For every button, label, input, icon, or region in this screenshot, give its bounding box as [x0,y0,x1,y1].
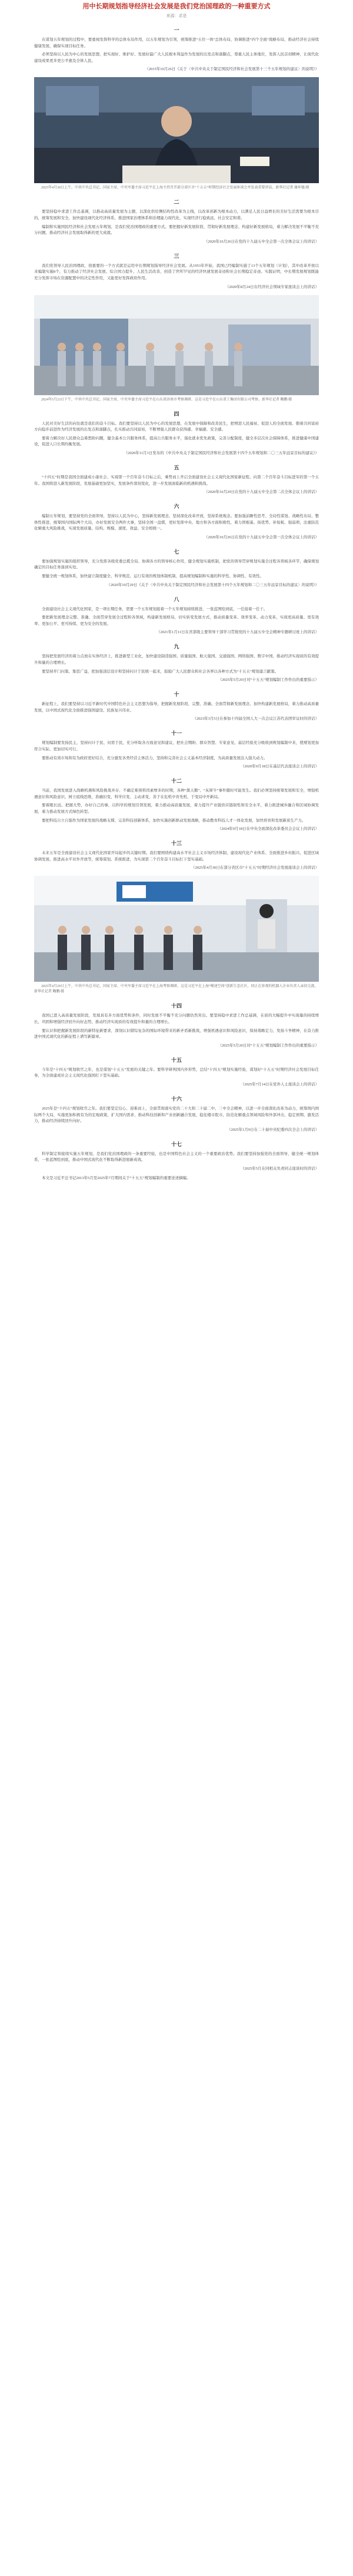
body-paragraph: 我们党领导人民治国理政，很重要的一个方式就是运用中长期规划指导经济社会发展。从1953年开始，我国已经编制实施了13个五年规划（计划），其中改革开放以来编制实施8个，有力推动了经济社会发展、综合国力提升、人民生活改善，创造了世所罕见的经济快速发展奇迹和社会长期稳定奇迹。实践证明，中长期发展规划既能充分发挥市场在资源配置中的决定性作用，又能更好发挥政府作用。 [34,263,319,280]
body-paragraph: “十四五”时期是我国全面建成小康社会、实现第一个百年奋斗目标之后，乘势而上开启全面建设社会主义现代化国家新征程、向第二个百年奋斗目标进军的第一个五年。我国将进入新发展阶段，发展基础更加坚实，发展条件深刻变化，进一步发展面临新的机遇和挑战。 [34,475,319,486]
section-heading: 十 [174,691,179,698]
section-heading: 四 [174,410,179,417]
article-title: 用中长期规划指导经济社会发展是我们党治国理政的一种重要方式 [82,3,271,10]
body-paragraph: 要认识和把握新发展阶段的新特征新要求，深刻认识错综复杂的国际环境带来的新矛盾新挑战，增强机遇意识和风险意识，保持战略定力，发扬斗争精神，在奋力推进中国式现代化的新征程上谱写新篇章。 [34,1028,319,1039]
quote-source: （2024年9月18日在中央全面深化改革委员会会议上的讲话） [217,827,319,832]
section-heading: 六 [174,504,179,510]
quote-source: （2020年10月29日《关于〈中共中央关于制定国民经济和社会发展第十四个五年规划和二〇三五年远景目标的建议〉的说明》） [106,582,319,587]
body-paragraph: 2025年是“十四五”规划收官之年。我们要坚定信心、迎难而上，全面贯彻落实党的二十大和二十届二中、三中全会精神，以进一步全面深化改革为动力，统筹国内国际两个大局，实施更加积极有为的宏观政策，扩大国内需求，推动科技创新和产业创新融合发展，稳住楼市股市，防范化解重点领域风险和外部冲击，稳定预期、激发活力，推动经济持续回升向好。 [34,1106,319,1124]
body-paragraph: 要推动有效市场和有为政府更好结合，充分激发各类经营主体活力，坚持和完善社会主义基本经济制度，为高质量发展注入强大动力。 [42,756,268,760]
body-paragraph: 要坚持稳中求进工作总基调，以推动高质量发展为主题，以深化供给侧结构性改革为主线，以改革创新为根本动力，以满足人民日益增长的美好生活需要为根本目的，统筹发展和安全，加快建设现代化经济体系，推进国家治理体系和治理能力现代化，实现经济行稳致远、社会安定和谐。 [34,210,319,220]
body-paragraph: 人民对美好生活的向往就是我们的奋斗目标。我们要坚持以人民为中心的发展思想，在发展中保障和改善民生，把增进人民福祉、促进人的全面发展、朝着共同富裕方向稳步前进作为经济发展的出发点和落脚点，扎实推动共同富裕，不断增强人民群众获得感、幸福感、安全感。 [34,421,319,432]
body-paragraph: 科学制定和接续实施五年规划，是我们党治国理政的一条重要经验，也是中国特色社会主义的一个重要政治优势。我们要坚持加强党的全面领导，健全统一规划体系，一张蓝图绘到底，推动中国式现代化不断取得新进展新成效。 [34,1151,319,1163]
quote-source: （2020年9月18日在基层代表座谈会上的讲话） [240,764,319,769]
body-paragraph: 要着眼长远、把握大势，办好自己的事，以科学的规划引领发展，着力推动高质量发展，着力提升产业链供应链韧性和安全水平，着力推进城乡融合和区域协调发展，着力推动发展方式绿色转型。 [34,803,319,814]
quote-source: （2015年10月26日《关于〈中共中央关于制定国民经济和社会发展第十三个五年规划的建议〉的说明》） [145,67,319,72]
body-paragraph: 今年是“十四五”规划收官之年，也是谋划“十五五”发展的关键之年。要科学研判国内外形势，总结“十四五”规划实施经验，谋划好“十五五”时期经济社会发展目标任务，为全面建成社会主义现代化强国打下坚实基础。 [34,1067,319,1078]
section-heading: 二 [174,199,179,206]
quote-source: （2025年4月30日在部分省区市“十五五”时期经济社会发展座谈会上的讲话） [191,866,319,870]
section-heading: 九 [174,644,179,650]
photo-caption: 2024年5月23日下午，中共中央总书记、国家主席、中央军委主席习近平在山东省济南市考察调研。这是习近平在山东重工集团有限公司考察。新华社记者 鞠鹏/摄 [41,398,292,402]
section-heading: 五 [174,464,179,471]
section-heading: 十六 [171,1095,182,1102]
section-heading: 七 [174,548,179,555]
section-heading: 十七 [171,1141,182,1147]
quote-source: （2025年5月20日对“十五五”规划编制工作作出的重要指示） [218,1043,319,1048]
quote-source: （2021年1月11日在省部级主要领导干部学习贯彻党的十九届五中全会精神专题研讨班上的讲话） [156,630,319,635]
quote-source: （2020年10月26日在党的十九届五中全会第一次全体会议上的讲话） [204,535,319,539]
body-paragraph: 要把科技自立自强作为国家发展的战略支撑，完善科技创新体系，加快实施创新驱动发展战略，推动教育科技人才一体化发展，加快培育和发展新质生产力。 [42,818,306,823]
section-heading: 十二 [171,778,182,784]
quote-source: （2020年10月29日在党的十九届五中全会第二次全体会议上的讲话） [204,490,319,495]
footer-note: 本文是习近平总书记2013年5月至2025年7月期间关于“十五五”规划编制的重要论述摘编。 [42,1176,191,1180]
body-paragraph: 要加强规划实施的组织领导，充分发挥各级党委总揽全局、协调各方的领导核心作用，健全规划实施机制，把党的领导贯穿规划实施全过程各领域各环节，确保规划确定的目标任务落到实处。 [34,559,319,570]
quote-source: （2025年5月在同相关负责同志座谈时的讲话） [240,1166,319,1171]
quote-source: （2020年8月24日在经济社会领域专家座谈会上的讲话） [225,284,319,289]
article-body [0,26,353,1172]
section-heading: 十五 [171,1057,182,1063]
section-heading: 十三 [171,840,182,847]
body-paragraph: 坚持把发展经济的着力点放在实体经济上，推进新型工业化，加快建设制造强国、质量强国、航天强国、交通强国、网络强国、数字中国，推动经济实现质的有效提升和量的合理增长。 [34,654,319,665]
article-source: 来源：求是 [166,14,187,18]
body-paragraph: 新征程上，我们要坚持以习近平新时代中国特色社会主义思想为指导，把握新发展阶段，完整、准确、全面贯彻新发展理念，加快构建新发展格局，着力推动高质量发展，以中国式现代化全面推进强国建设、民族复兴伟业。 [34,702,319,713]
section-heading: 八 [174,596,179,602]
photo-caption: 2025年4月29日上午，中共中央总书记、国家主席、中央军委主席习近平在上海考察调研。这是习近平在上海“模速空间”创新生态社区，同正在参观的机器人企业负责人亲切交流。新华社记者 鞠鹏/摄 [34,985,318,994]
body-paragraph: 未来五年是全面建设社会主义现代化国家开局起步的关键时期。我们要围绕构建高水平社会主义市场经济体制、建设现代化产业体系、全面推进乡村振兴、促进区域协调发展、推进高水平对外开放等，统筹谋划、系统推进，为实现第二个百年奋斗目标打下坚实基础。 [34,851,319,862]
section-heading: 一 [174,27,179,33]
news-photo [34,295,319,395]
section-heading: 十一 [171,730,182,737]
quote-source: （2025年5月20日对“十五五”规划编制工作作出的重要指示） [218,678,319,683]
quote-source: （2025年1月9日在二十届中央纪委四次全会上的讲话） [227,1127,319,1132]
body-paragraph: 要健全统一规划体系，加快建立制度健全、科学规范、运行有效的规划体制机制，提高规划编制和实施的科学性、协调性、有效性。 [42,574,264,579]
body-paragraph: 编制五年规划，要坚持党的全面领导，坚持以人民为中心，坚持新发展理念，坚持深化改革开放，坚持系统观念。要加强前瞻性思考、全局性谋划、战略性布局、整体性推进，统筹国内国际两个大局，办好发展安全两件大事，坚持全国一盘棋，更好发挥中央、地方和各方面积极性，着力固根基、扬优势、补短板、强弱项，注重防范化解重大风险挑战，实现发展质量、结构、规模、速度、效益、安全相统一。 [34,514,319,531]
body-paragraph: 编制和实施国民经济和社会发展五年规划，是我们党治国理政的重要方式。要把握好新发展阶段、贯彻好新发展理念、构建好新发展格局，着力解决发展不平衡不充分问题，推动经济社会发展取得新的更大成就。 [34,224,319,236]
news-photo [34,876,319,982]
body-paragraph: 必须坚持以人民为中心的发展思想，把实现好、维护好、发展好最广大人民根本利益作为发展的出发点和落脚点，尊重人民主体地位，发挥人民首创精神，让现代化建设成果更多更公平惠及全体人民。 [34,52,319,63]
body-paragraph: 在谋划五年规划的过程中，要重视发挥科学的总体布局作用，以五年规划为引领，统筹推进“五位一体”总体布局，协调推进“四个全面”战略布局，推动经济社会持续健康发展，确保实现目标任务。 [34,38,319,48]
quote-source: （2025年7月14日在党外人士座谈会上的讲话） [240,1082,319,1087]
quote-source: （2020年10月26日在党的十九届五中全会第一次全体会议上的讲话） [204,239,319,244]
body-paragraph: 全面建设社会主义现代化国家，是一项长期任务，需要一个五年规划接着一个五年规划持续推进，一张蓝图绘到底，一任接着一任干。 [42,607,268,611]
body-paragraph: 我国已进入高质量发展阶段，发展具有多方面优势和条件，同时发展不平衡不充分问题仍然突出。要坚持稳中求进工作总基调，在质的大幅提升中实现量的持续增长，巩固和增强经济回升向好态势，推动经济实现质的有效提升和量的合理增长。 [34,1014,319,1024]
body-paragraph: 当前，我国发展进入战略机遇和风险挑战并存、不确定难预料因素增多的时期，各种“黑天鹅”、“灰犀牛”事件随时可能发生。我们必须坚持统筹发展和安全，增强机遇意识和风险意识，树立底线思维，准确识变、科学应变、主动求变，善于在危机中育先机、于变局中开新局。 [34,789,319,799]
body-paragraph: 要把新发展理念完整、准确、全面贯穿发展全过程和各领域，构建新发展格局，切实转变发展方式，推动质量变革、效率变革、动力变革，实现更高质量、更有效率、更加公平、更可持续、更为安全的发展。 [34,615,319,626]
section-heading: 三 [174,253,179,259]
news-photo [34,77,319,183]
body-paragraph: 规划编制要发扬民主，坚持问计于民、问需于民，充分听取各方面意见和建议，把社会期盼、群众智慧、专家意见、基层经验充分吸收到规划编制中来，使规划更加符合实际、更加切实可行。 [34,741,319,751]
body-paragraph: 要坚持开门问策、集思广益，把加强顶层设计和坚持问计于民统一起来，鼓励广大人民群众和社会各界以各种方式为“十五五”规划建言献策。 [42,669,279,674]
photo-caption: 2025年4月30日上午，中共中央总书记、国家主席、中央军委主席习近平在上海主持召开部分省区市“十五五”时期经济社会发展座谈会并发表重要讲话。新华社记者 谢环驰/摄 [41,186,309,190]
body-paragraph: 要着力解决好人民群众急难愁盼问题，健全基本公共服务体系，提高公共服务水平，强化就业优先政策，完善分配制度，健全多层次社会保障体系，推进健康中国建设，促进人口长期均衡发展。 [34,436,319,447]
section-heading: 十四 [171,1003,182,1009]
quote-source: （2020年11月3日发布的《中共中央关于制定国民经济和社会发展第十四个五年规划和二〇三五年远景目标的建议》） [124,451,319,455]
quote-source: （2023年3月5日在参加十四届全国人大一次会议江苏代表团审议时的讲话） [192,717,319,721]
